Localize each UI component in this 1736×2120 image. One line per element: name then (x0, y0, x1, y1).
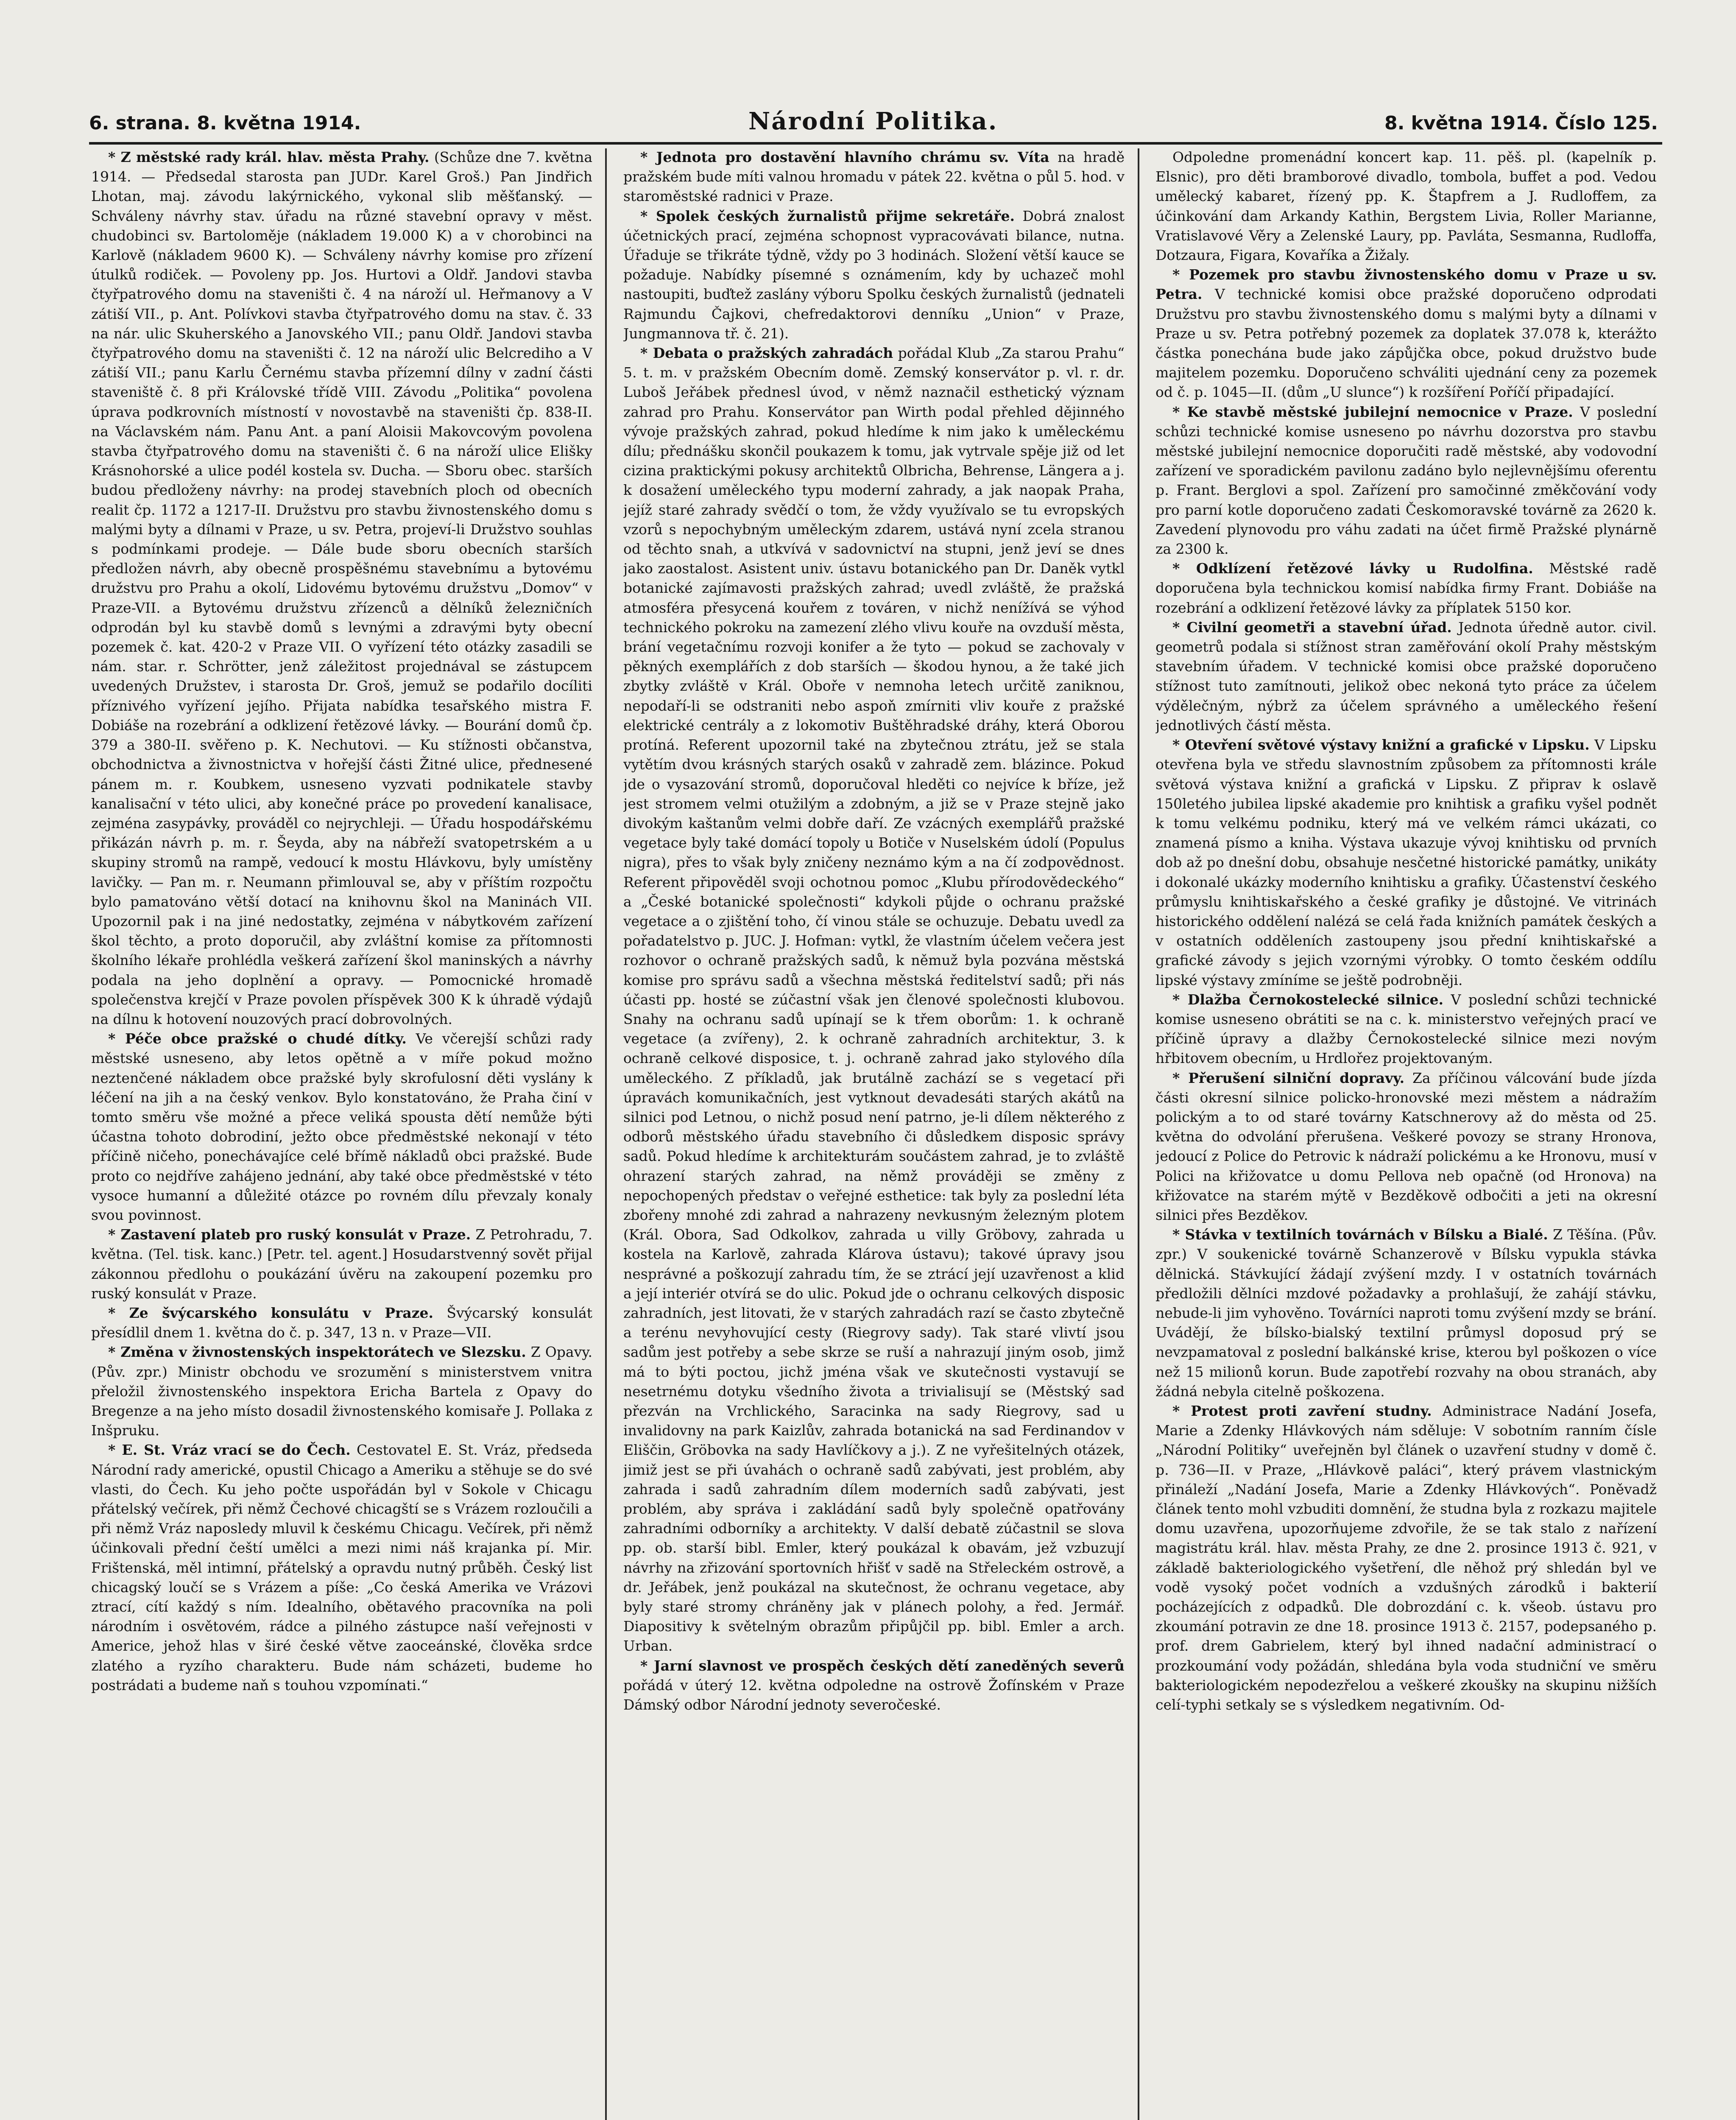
article (91, 1029, 592, 1225)
column-divider (605, 148, 607, 2120)
article-text: V poslední schůzi technické komise usneseno po návrhu dozorstva pro stavbu městské jubilejní nemocnice doporučiti radě městské, aby vodovodní zařízení ve sporadickém pavilonu zadáno bylo nejlevnějšímu oferentu p. Frant. Berglovi a spol. Zařízení pro samočinné změkčování vody pro parní kotle doporučeno zadati Českomoravské továrně za 2620 k. Zavedení plynovodu pro váhu zadati na účet firmě Pražské plynárně za 2300 k. (1155, 403, 1657, 558)
article-title: * Dlažba Černokostelecké silnice. (1172, 991, 1444, 1008)
article-title: * Péče obce pražské o chudé dítky. (108, 1030, 407, 1047)
article (1155, 1225, 1657, 1401)
article-title: * Spolek českých žurnalistů přijme sekretáře. (640, 207, 1015, 224)
article-text: pořádal Klub „Za starou Prahu“ 5. t. m. v pražském Obecním domě. Zemský konservátor p. vl. r. dr. Luboš Jeřábek přednesl úvod, v němž naznačil esthetický význam zahrad pro Prahu. Konservátor pan Wirth podal přehled dějinného vývoje pražských zahrad, pokud hledíme k nim jako k uměleckému dílu; přednášku skončil poukazem k tomu, jak vytrvale spěje již od let cizina praktickými pokusy architektů Olbricha, Behrense, Längera a j. k dosažení uměleckého typu moderní zahrady, a jak naopak Praha, jejíž staré zahrady svědčí o tom, že vždy využívalo se tu evropských vzorů s nepochybným uměleckým zdarem, ustává nyní zcela stranou od těchto snah, a utkvívá v sadovnictví na stupni, jenž jeví se dnes jako zaostalost. Asistent univ. ústavu botanického pan Dr. Daněk vytkl botanické zajímavosti pražských zahrad; uvedl zvláště, že pražská atmosféra přesycená kouřem z továren, v nichž nenížívá se výhod technického pokroku na zamezení zlého vlivu kouře na ovzduší města, brání vegetačnímu rozvoji konifer a že tyto — pokud se zachovaly v pěkných exemplářích z dob starších — škodou hynou, a že také jich zbytky zvláště v Král. Oboře v nemnoha letech určitě zaniknou, nepodaří-li se odstraniti nebo aspoň zmírniti vliv kouře z pražské elektrické centrály a z lokomotiv Buštěhradské dráhy, která Oborou protíná. Referent upozornil také na zbytečnou ztrátu, jež se stala vytětím dvou krásných starých osaků v zahradě zem. blázince. Pokud jde o vysazování stromů, doporučoval hleděti co nejvíce k bříze, jež jest stromem velmi otužilým a zdobným, a již se v Praze stejně jako divokým kaštanům velmi dobře daří. Ze vzácných exemplářů pražské vegetace byly také domácí topoly u Botiče v Nuselském údolí (Populus nigra), přes to však byly zničeny neznámo kým a na čí zodpovědnost. Referent připověděl svoji ochotnou pomoc „Klubu přírodovědeckého“ a „České botanické společnosti“ kdykoli půjde o ochranu pražské vegetace a o zjištění toho, čí vinou stále se ochuzuje. Debatu uvedl za pořadatelstvo p. JUC. J. Hofman: vytkl, že vlastním účelem večera jest rozhovor o ochraně pražských sadů, k němuž byla pozvána městská komise pro správu sadů a všechna městská ředitelství sadů; při nás účasti pp. hosté se zúčastní však jen členové společnosti klubovou. Snahy na ochranu sadů upínají se k třem oborům: 1. k ochraně vegetace (a zvířeny), 2. k ochraně zahradních architektur, 3. k ochraně celkové disposice, t. j. ochraně zahrad jako stylového díla uměleckého. Z příkladů, jak brutálně zachází se s vegetací při úpravách komunikačních, jest vytknout devadesáti starých akátů na silnici pod Letnou, o nichž posud není patrno, je-li dílem některého z odborů městského úřadu stavebního či důsledkem disposic správy sadů. Pokud hledíme k architekturám součástem zahrad, je to zvláště ohrazení starých zahrad, na němž prováději se změny z nepochopených představ o veřejné esthetice: tak byly za poslední léta zbořeny mnohé zdi zahrad a nahrazeny nevkusným železným plotem (Král. Obora, Sad Odkolkov, zahrada u villy Gröbovy, zahrada u kostela na Karlově, zahrada Klárova ústavu); takové úpravy jsou nesprávné a poškozují zahradu tím, že se ztrácí její uzavřenost a klid a její interiér otvírá se do ulic. Pokud jde o ochranu celkových disposic zahradních, jest litovati, že v starých zahradách razí se často zbytečně a terénu nevyhovující cesty (Riegrovy sady). Tak staré vlivtí jsou sadům jest potřeby a sebe skrze se ruší a nahrazují jiným osob, jimž má to býti poctou, jichž jména však ve skutečnosti vystavují se nesetrnému dotyku všedního života a trivialisují se (Městský sad přezván na Vrchlického, Saracinka na sady Riegrovy, sad u invalidovny na park Kaizlův, zahrada botanická na sad Ferdinandov v Eliščin, Gröbovka na sady Havlíčkovy a j.). Z ne vyřešitelných otázek, jimiž jest se při úvahách o ochraně sadů zabývati, jest problém, aby zahrada i sadů zahradním dílem moderních sadů zabývati, jest problém, aby správa i zakládání sadů byly společně opatřovány zahradními odborníky a architekty. V další debatě zúčastnil se slova pp. ob. starší bibl. Emler, který poukázal k obavám, jež vzbuzují návrhy na zřizování sportovních hřišť v sadě na Střeleckém ostrově, a dr. Jeřábek, jenž poukázal na skutečnost, že ochranu vegetace, aby byly staré stromy chráněny jak v plánech polohy, a řed. Jermář. Diapositivy k světelným obrazům připůjčil pp. bibl. Emler a arch. Urban. (623, 345, 1125, 1654)
article (91, 1342, 592, 1440)
article-text: Za příčinou válcování bude jízda části okresní silnice policko-hronovské mezi městem a nádražím polickým a to od staré továrny Katschnerovy až do města od 25. května do odvolání přerušena. Veškeré povozy se strany Hronova, jedoucí z Police do Petrovic k nádraží polickému a ke Hronovu, musí v Polici na křižovatce u domu Pellova neb opačně (od Hronova) na křižovatce na starém mýtě v Bezděkově odbočiti a jeti na okresní silnici přes Bezděkov. (1155, 1069, 1657, 1223)
article (91, 148, 592, 1029)
article-title: * Otevření světové výstavy knižní a grafické v Lipsku. (1172, 736, 1590, 753)
article-title: * Protest proti zavření studny. (1172, 1403, 1432, 1419)
article (91, 1225, 592, 1303)
article (1155, 265, 1657, 402)
article (1155, 559, 1657, 618)
article (1155, 618, 1657, 735)
header-left: 6. strana. 8. května 1914. (89, 112, 361, 134)
article-title: * Z městské rady král. hlav. města Prahy. (108, 149, 430, 165)
article-title: * Změna v živnostenských inspektorátech ve Slezsku. (108, 1344, 526, 1361)
article (1155, 1068, 1657, 1225)
article-title: * Debata o pražských zahradách (640, 345, 893, 362)
header-right: 8. května 1914. Číslo 125. (1384, 112, 1658, 134)
article-title: * Stávka v textilních továrnách v Bílsku a Bialé. (1172, 1226, 1548, 1243)
article-title: * Jednota pro dostavění hlavního chrámu sv. Víta (640, 149, 1049, 165)
article (623, 1656, 1125, 1715)
article-text: V poslední schůzi technické komise usneseno obrátiti se na c. k. ministerstvo veřejných prací ve příčině úpravy a dlažby Černokostelecké silnice mezi novým hřbitovem obecním, u Hrdlořez projektovaným. (1155, 991, 1657, 1067)
newspaper-title: Národní Politika. (748, 107, 998, 135)
column-1 (91, 148, 592, 2120)
article (1155, 402, 1657, 559)
article (91, 1303, 592, 1342)
article-text: Dobrá znalost účetnických prací, zejména schopnost vypracovávati bilance, nutna. Úřaduje se třikráte týdně, vždy po 3 hodinách. Složení větší kauce se požaduje. Nabídky písemné s oznámením, kdy by uchazeč mohl nastoupiti, buďtež zaslány výboru Spolku českých žurnalistů (jednateli Rajmundu Čajkovi, chefredaktorovi denníku „Union“ v Praze, Jungmannova tř. č. 21). (623, 207, 1125, 342)
article-text: Z Petrohradu, 7. května. (Tel. tisk. kanc.) [Petr. tel. agent.] Hosudarstvenný sovět přijal zákonnou předlohu o poukázání úvěru na zakoupení pozemku pro ruský konsulát v Praze. (91, 1226, 592, 1302)
article-text: V technické komisi obce pražské doporučeno odprodati Družstvu pro stavbu živnostenského domu s malými byty a dílnami v Praze u sv. Petra potřebný pozemek za doplatek 37.078 k, kterážto částka ponechána bude jako zápůjčka obce, pokud družstvo bude majitelem pozemku. Doporučeno schváliti ujednání ceny za pozemek od č. p. 1045—II. (dům „U slunce“) k rozšíření Poříčí připadající. (1155, 286, 1657, 401)
article (1155, 990, 1657, 1068)
article-text: Z Těšína. (Pův. zpr.) V soukenické továrně Schanzerově v Bílsku vypukla stávka dělnická. Stávkující žádají zvýšení mzdy. I v ostatních továrnách předložili dělníci mzdové požadavky a prohlašují, že zahájí stávku, nebude-li jim vyhověno. Továrníci naproti tomu zvýšení mzdy se brání. Uvádějí, že bílsko-bialský textilní průmysl doposud prý se nevzpamatoval z poslední balkánské krise, kterou byl poškozen o více než 15 milionů korun. Bude zapotřebí rozvahy na obou stranách, aby žádná nebyla citelně poškozena. (1155, 1226, 1657, 1400)
article-text: Ve včerejší schůzi rady městské usneseno, aby letos opětně a v míře pokud možno neztenčené nákladem obce pražské byly skrofulosní děti vyslány k léčení na jih a na český venkov. Bylo konstatováno, že Praha činí v tomto směru vše možné a přece veliká spousta dětí nemůže býti účastna tohoto dobrodiní, ježto obce předměstské nekonají v této příčině ničeho, ponechávajíce celé břímě nákladů obci pražské. Bude proto co nejdříve zahájeno jednání, aby také obce předměstské v této vysoce humanní a důležité otázce po rovném dílu převzaly konaly svou povinnost. (91, 1030, 592, 1223)
article-text: Švýcarský konsulát přesídlil dnem 1. května do č. p. 347, 13 n. v Praze—VII. (91, 1304, 592, 1341)
column-divider (1138, 148, 1139, 2120)
article-text: Odpoledne promenádní koncert kap. 11. pěš. pl. (kapelník p. Elsnic), pro děti bramborové divadlo, tombola, buffet a pod. Vedou umělecký kabaret, řízený pp. K. Štapfrem a J. Rudloffem, za účinkování dam Arkandy Kathin, Bergstem Livia, Roller Marianne, Vratislavové Věry a Zelenské Laury, pp. Pavláta, Sesmanna, Rudloffa, Dotzaura, Figara, Kovaříka a Žižaly. (1155, 149, 1657, 264)
article-text: Cestovatel E. St. Vráz, předseda Národní rady americké, opustil Chicago a Ameriku a stěhuje se do své vlasti, do Čech. Ku jeho počte uspořádán byl v Sokole v Chicagu přátelský večírek, při němž Čechové chicagští se s Vrázem rozloučili a při němž Vráz naposledy mluvil k českému Chicagu. Večírek, při němž účinkovali přední čeští umělci a mezi nimi náš krajanka pí. Mir. Frištenská, měl intimní, přátelský a opravdu nutný průběh. Český list chicagský loučí se s Vrázem a píše: „Co česká Amerika ve Vrázovi ztrací, cítí každý s ním. Idealního, obětavého pracovníka na poli národním i osvětovém, rádce a pilného zástupce naší veřejnosti v Americe, jehož hlas v širé české větve zaoceánské, člověka srdce zlatého a ryzího charakteru. Bude nám scházeti, budeme ho postrádati a budeme naň s touhou vzpomínati.“ (91, 1442, 592, 1693)
article-title: * Civilní geometři a stavební úřad. (1172, 619, 1452, 636)
article (623, 148, 1125, 206)
article (1155, 735, 1657, 990)
article-title: * Pozemek pro stavbu živnostenského domu v Praze u sv. Petra. (1155, 266, 1657, 303)
article-text: Městské radě doporučena byla technickou komisí nabídka firmy Frant. Dobiáše na rozebrání a odklizení řetězové lávky za příplatek 5150 kor. (1155, 560, 1657, 616)
masthead (89, 104, 1658, 142)
article (623, 343, 1125, 1656)
article (1155, 148, 1657, 265)
article-text: pořádá v úterý 12. května odpoledne na ostrově Žofínském v Praze Dámský odbor Národní jednoty severočeské. (623, 1676, 1125, 1713)
article-title: * E. St. Vráz vrací se do Čech. (108, 1442, 351, 1459)
column-3 (1155, 148, 1657, 2120)
article (1155, 1401, 1657, 1715)
header-rule (89, 142, 1662, 145)
article (623, 206, 1125, 343)
article-text: na hradě pražském bude míti valnou hromadu v pátek 22. května o půl 5. hod. v staroměstské radnici v Praze. (623, 149, 1125, 205)
article-title: * Zastavení plateb pro ruský konsulát v Praze. (108, 1226, 471, 1243)
article-text: (Schůze dne 7. května 1914. — Předsedal starosta pan JUDr. Karel Groš.) Pan Jindřich Lhotan, maj. závodu lakýrnického, vykonal slib měšťanský. — Schváleny návrhy stav. úřadu na různé stavební opravy v měst. chudobinci sv. Bartoloměje (nákladem 19.000 K) a v chorobinci na Karlově (nákladem 9600 K). — Schváleny návrhy komise pro zřízení útulků rodiček. — Povoleny pp. Jos. Hurtovi a Oldř. Jandovi stavba čtyřpatrového domu na staveništi č. 4 na nároží ul. Heřmanovy a V zátiší VII., p. Ant. Polívkovi stavba čtyřpatrového domu na stav. č. 33 na nár. ulic Skuherského a Janovského VII.; panu Oldř. Jandovi stavba čtyřpatrového domu na staveništi č. 12 na nároží ulic Belcrediho a V zátiší VII.; panu Karlu Černému stavba přízemní dílny v zadní části staveniště č. 8 při Královské třídě VIII. Závodu „Politika“ povolena úprava podkrovních místností v novostavbě na staveništi čp. 838-II. na Václavském nám. Panu Ant. a paní Aloisii Makovcovým povolena stavba čtyřpatrového domu na staveništi č. 6 na nároží ulice Elišky Krásnohorské a ulice podél kostela sv. Ducha. — Sboru obec. starších budou předloženy návrhy: na prodej stavebních ploch od obecních realit čp. 1172 a 1217-II. Družstvu pro stavbu živnostenského domu s malými byty a dílnami v Praze, u sv. Petra, projeví-li Družstvo souhlas s podmínkami prodeje. — Dále bude sboru obecních starších předložen návrh, aby obecně prospěšnému stavebnímu a bytovému družstvu pro Prahu a okolí, Lidovému bytovému družstvu „Domov“ v Praze-VII. a Bytovému družstvu zřízenců a dělníků železničních odprodán byl ku stavbě domů s levnými a zdravými byty obecní pozemek č. kat. 420-2 v Praze VII. O vyřízení této otázky zasadili se nám. star. r. Schrötter, jenž záležitost projednával se zástupcem uvedených Družstev, i starosta Dr. Groš, jemuž se podařilo docíliti příznivého vyřízení jejího. Přijata nabídka tesařského mistra F. Dobiáše na rozebrání a odklizení řetězové lávky. — Bourání domů čp. 379 a 380-II. svěřeno p. K. Nechutovi. — Ku stížnosti občanstva, obchodnictva a živnostnictva v hořejší části Žitné ulice, přednesené pánem m. r. Koubkem, usneseno vyzvati podnikatele stavby kanalisační v této ulici, aby konečné práce po provedení kanalisace, zejména zasypávky, prováděl co nejrychleji. — Úřadu hospodářskému přikázán návrh p. m. r. Šeyda, aby na nábřeží svatopetrském a u skupiny stromů na rampě, vedoucí k mostu Hlávkovu, byly umístěny lavičky. — Pan m. r. Neumann přimlouval se, aby v příštím rozpočtu bylo pamatováno větší dotací na knihovnu škol na Maninách VII. Upozornil pak i na jiné nedostatky, zejména v nábytkovém zařízení škol těchto, a proto doporučil, aby zvláštní komise za přítomnosti školního lékaře prohlédla veškerá zařízení škol maninských a návrhy podala na jeho doplnění a opravy. — Pomocnické hromadě společenstva krejčí v Praze povolen příspěvek 300 K k úhradě výdajů na dílnu k hotovení nouzových prací dobrovolných. (91, 149, 592, 1027)
article-title: * Jarní slavnost ve prospěch českých dětí zaneděných severů (640, 1657, 1125, 1674)
article-title: * Přerušení silniční dopravy. (1172, 1069, 1405, 1086)
article-text: Administrace Nadání Josefa, Marie a Zdenky Hlávkových nám sděluje: V sobotním ranním čísle „Národní Politiky“ uveřejněn byl článek o uzavření studny v domě č. p. 736—II. v Praze, „Hlávkově paláci“, který právem vlastnickým přináleží „Nadání Josefa, Marie a Zdenky Hlávkových“. Poněvadž článek tento mohl vzbuditi domnění, že studna byla z rozkazu majitele domu uzavřena, upozorňujeme zdvořile, že se tak stalo z nařízení magistrátu král. hlav. města Prahy, ze dne 2. prosince 1913 č. 921, v základě bakteriologického vyšetření, dle něhož prý shledán byl ve vodě vysoký počet vodních a vzdušných zárodků i bakterií pocházejících z odpadků. Dle dobrozdání c. k. všeob. ústavu pro zkoumání potravin ze dne 18. prosince 1913 č. 2157, podepsaného p. prof. drem Gabrielem, který byl ihned nadační administrací o prozkoumání vody požádán, shledána byla voda studniční ve směru bakteriologickém nepodezřelou a veškeré zkoušky na skupinu nižších celí-typhi setkaly se s výsledkem negativním. Od- (1155, 1403, 1657, 1713)
article-title: * Ke stavbě městské jubilejní nemocnice v Praze. (1172, 403, 1573, 420)
article (91, 1440, 592, 1695)
article-text: V Lipsku otevřena byla ve středu slavnostním způsobem za přítomnosti krále světová výstava knižní a grafická v Lipsku. Z připrav k oslavě 150letého jubilea lipské akademie pro knihtisk a grafiku vyšel podnět k tomu velkému podniku, který má ve velkém rámci ukázati, co znamená písmo a kniha. Výstava ukazuje vývoj knihtisku od prvních dob až po dnešní dobu, obsahuje nesčetné historické památky, unikáty i dokonalé ukázky moderního knihtisku a grafiky. Účastenství českého průmyslu knihtiskařského a české grafiky je důstojné. Ve vitrinách historického oddělení nalézá se celá řada knižních památek českých a v ostatních odděleních zastoupeny jsou přední knihtiskařské a grafické závody s jejich vzornými výrobky. O tomto českém oddílu lipské výstavy zmíníme se ještě podrobněji. (1155, 736, 1657, 988)
column-2 (623, 148, 1125, 2120)
article-title: * Odklízení řetězové lávky u Rudolfina. (1172, 560, 1533, 577)
article-title: * Ze švýcarského konsulátu v Praze. (108, 1304, 434, 1321)
article-text: Z Opavy. (Pův. zpr.) Ministr obchodu ve srozumění s ministerstvem vnitra přeložil živnostenského inspektora Ericha Bartela z Opavy do Bregenze a na jeho místo dosadil živnostenského komisaře J. Pollaka z Inšpruku. (91, 1344, 592, 1439)
article-text: Jednota úředně autor. civil. geometrů podala si stížnost stran zaměřování okolí Prahy městským stavebním úřadem. V technické komisi obce pražské doporučeno stížnost tuto zamítnouti, jelikož obec nekoná tyto práce za účelem výdělečným, nýbrž za účelem správného a uměleckého řešení jednotlivých částí města. (1155, 619, 1657, 734)
